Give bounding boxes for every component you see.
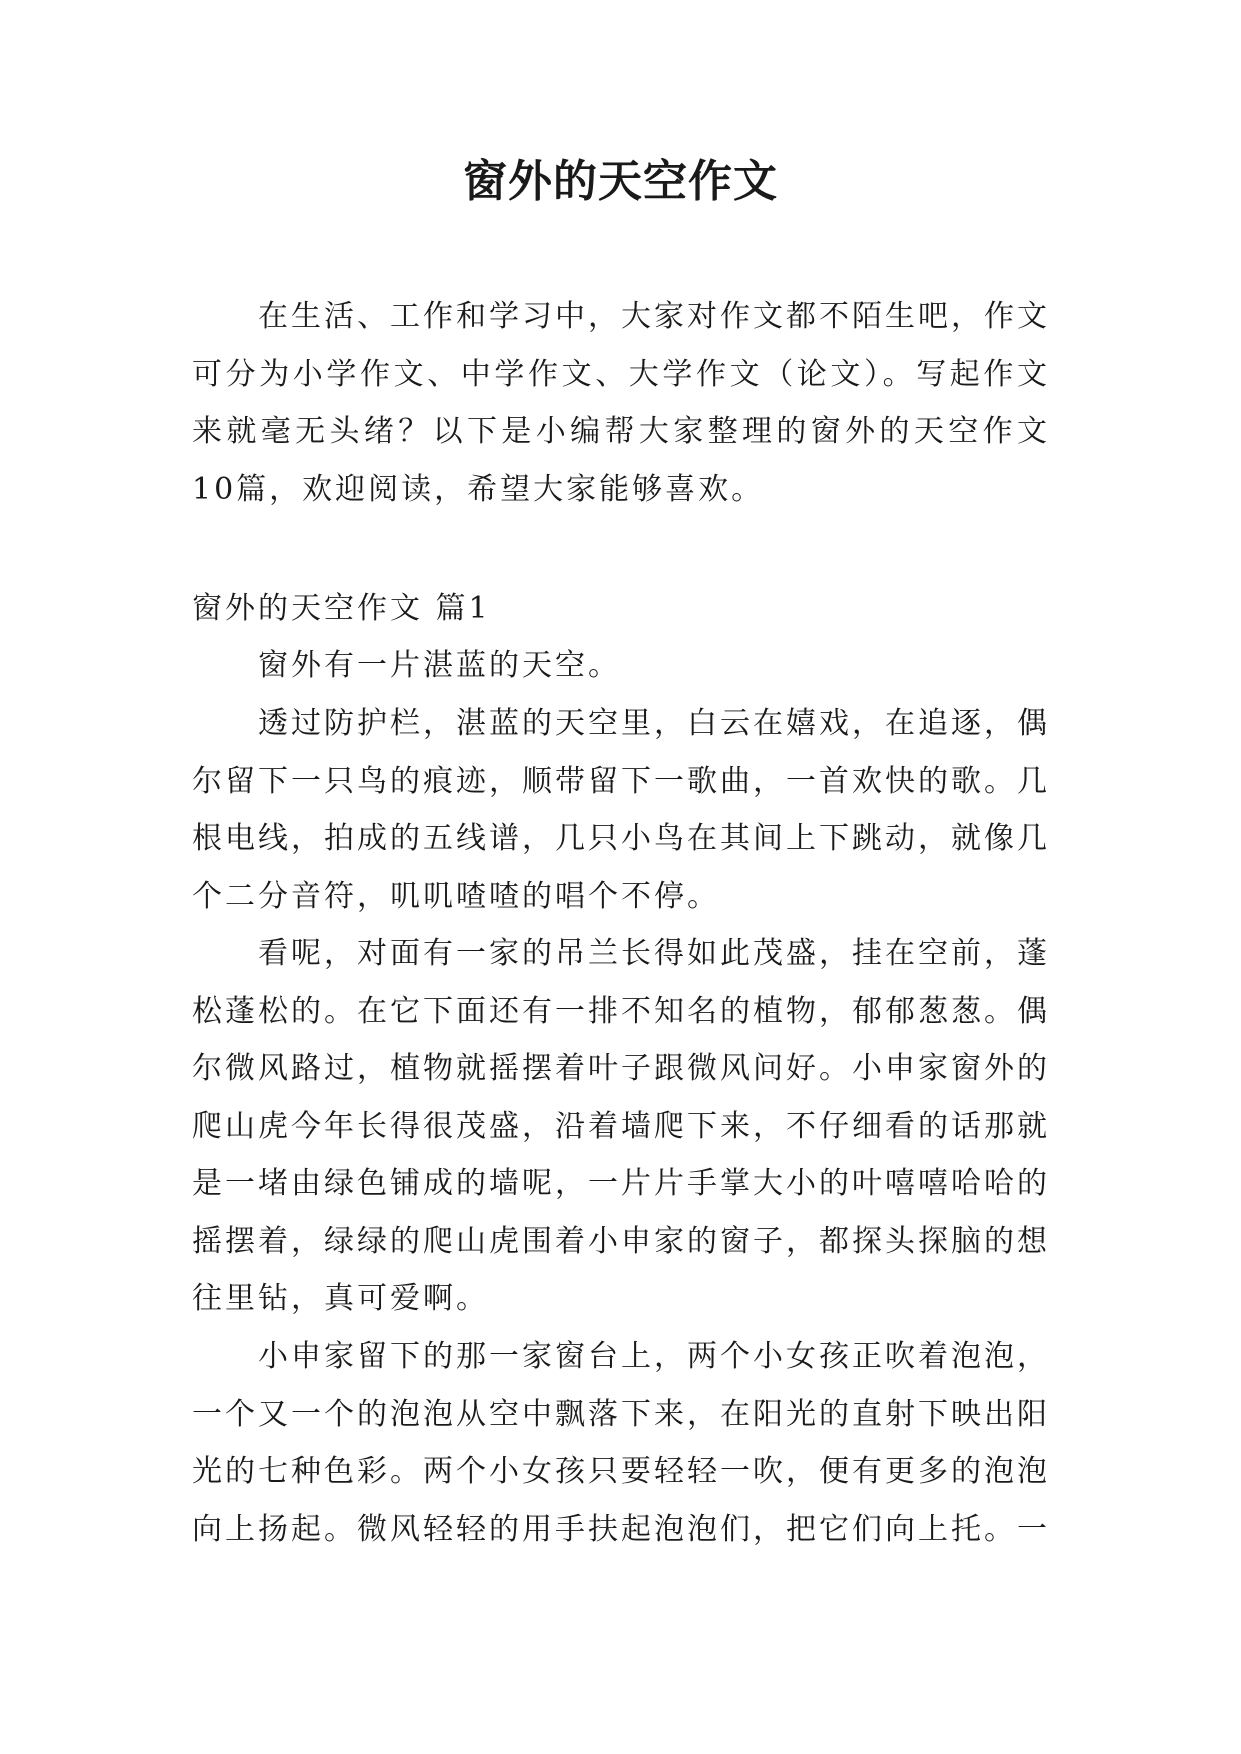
body-paragraph: 小申家留下的那一家窗台上，两个小女孩正吹着泡泡，一个又一个的泡泡从空中飘落下来，在阳光的直射下映出阳光的七种色彩。两个小女孩只要轻轻一吹，便有更多的泡泡向上扬起。微风轻轻的用手扶起泡泡们，把它们向上托。一 <box>192 1339 1050 1547</box>
document-title: 窗外的天空作文 <box>463 156 778 207</box>
body-paragraph: 看呢，对面有一家的吊兰长得如此茂盛，挂在空前，蓬松蓬松的。在它下面还有一排不知名的植物，郁郁葱葱。偶尔微风路过，植物就摇摆着叶子跟微风问好。小申家窗外的爬山虎今年长得很茂盛，沿着墙爬下来，不仔细看的话那就是一堵由绿色铺成的墙呢，一片片手掌大小的叶嘻嘻哈哈的摇摆着，绿绿的爬山虎围着小申家的窗子，都探头探脑的想往里钻，真可爱啊。 <box>192 936 1050 1316</box>
body-paragraph: 透过防护栏，湛蓝的天空里，白云在嬉戏，在追逐，偶尔留下一只鸟的痕迹，顺带留下一歌曲，一首欢快的歌。几根电线，拍成的五线谱，几只小鸟在其间上下跳动，就像几个二分音符，叽叽喳喳的唱个不停。 <box>192 706 1050 914</box>
intro-paragraph: 在生活、工作和学习中，大家对作文都不陌生吧，作文可分为小学作文、中学作文、大学作文（论文）。写起作文来就毫无头绪？以下是小编帮大家整理的窗外的天空作文10篇，欢迎阅读，希望大家能够喜欢。 <box>192 299 1050 507</box>
section-heading: 窗外的天空作文 篇1 <box>192 591 491 626</box>
body-paragraph: 窗外有一片湛蓝的天空。 <box>258 648 621 683</box>
